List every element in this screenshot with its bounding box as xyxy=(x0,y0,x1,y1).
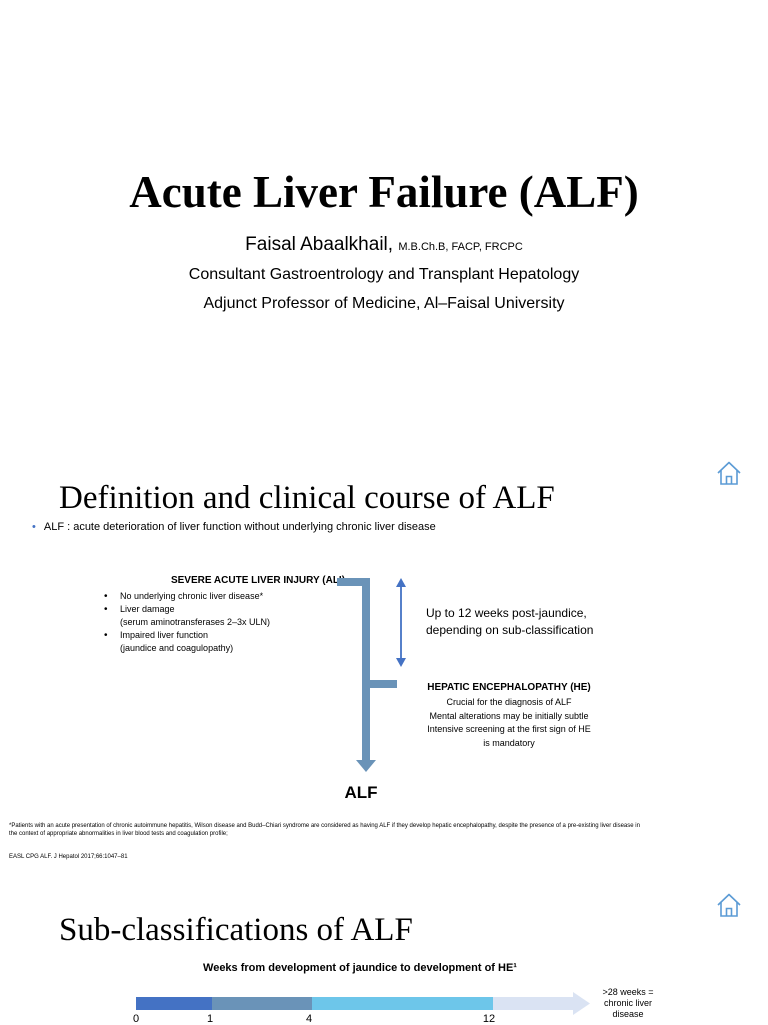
alf-label: ALF xyxy=(344,783,378,802)
list-item: • No underlying chronic liver disease* xyxy=(104,590,270,603)
slide1-title: Acute Liver Failure (ALF) xyxy=(129,167,639,217)
footnote: *Patients with an acute presentation of chronic autoimmune hepatitis, Wilson disease and Budd–Chiari syndrome are considered as having ALF if they develop hepatic encephalopathy, despite the presence of a pre-existing liver disease in the context of appropriate abnormalities in liver blood tests and coagulation profile; xyxy=(9,823,640,837)
tick-label: 1 xyxy=(206,1013,214,1025)
he-heading: HEPATIC ENCEPHALOPATHY (HE) xyxy=(427,682,591,693)
duration-arrow-down xyxy=(396,658,406,667)
home-icon[interactable] xyxy=(716,892,742,918)
tick-label: 12 xyxy=(482,1013,496,1025)
list-item: • Liver damage (serum aminotransferases 2–3x ULN) xyxy=(104,603,270,629)
author-name: Faisal Abaalkhail, xyxy=(245,234,394,255)
he-description: Crucial for the diagnosis of ALF Mental alterations may be initially subtle Intensive screening at the first sign of HE is mandatory xyxy=(427,697,591,748)
course-arrowhead xyxy=(356,760,376,772)
chronic-liver-disease-note: >28 weeks = chronic liver disease xyxy=(602,987,654,1019)
slide2-title: Definition and clinical course of ALF xyxy=(59,480,555,516)
timeline-arrowhead xyxy=(573,992,590,1015)
author-position-2: Adjunct Professor of Medicine, Al–Faisal University xyxy=(203,295,565,312)
tick-label: 0 xyxy=(132,1013,140,1025)
slide3-title: Sub-classifications of ALF xyxy=(59,912,413,948)
author-credentials: M.B.Ch.B, FACP, FRCPC xyxy=(398,241,523,253)
definition-text: ALF : acute deterioration of liver function without underlying chronic liver disease xyxy=(43,521,436,533)
citation: EASL CPG ALF. J Hepatol 2017;66:1047–81 xyxy=(9,854,128,860)
timeline-title: Weeks from development of jaundice to development of HE¹ xyxy=(203,962,517,974)
author-position-1: Consultant Gastroentrology and Transplant Hepatology xyxy=(188,266,580,283)
bullet-dot: • xyxy=(32,521,36,533)
timeframe-note: Up to 12 weeks post-jaundice, depending on sub-classification xyxy=(426,606,594,637)
timeline-segment xyxy=(212,997,312,1010)
timeline-segment xyxy=(493,997,573,1010)
definition-bullet xyxy=(32,520,436,535)
list-item: • Impaired liver function (jaundice and coagulopathy) xyxy=(104,629,270,655)
ali-criteria-list xyxy=(104,590,270,655)
duration-arrow-up xyxy=(396,578,406,587)
tick-label: 4 xyxy=(305,1013,313,1025)
author-line xyxy=(0,232,768,260)
course-bracket xyxy=(337,582,397,762)
home-icon[interactable] xyxy=(716,460,742,486)
timeline-segment xyxy=(136,997,212,1010)
timeline-segment xyxy=(312,997,493,1010)
ali-heading: SEVERE ACUTE LIVER INJURY (ALI) xyxy=(170,575,346,586)
